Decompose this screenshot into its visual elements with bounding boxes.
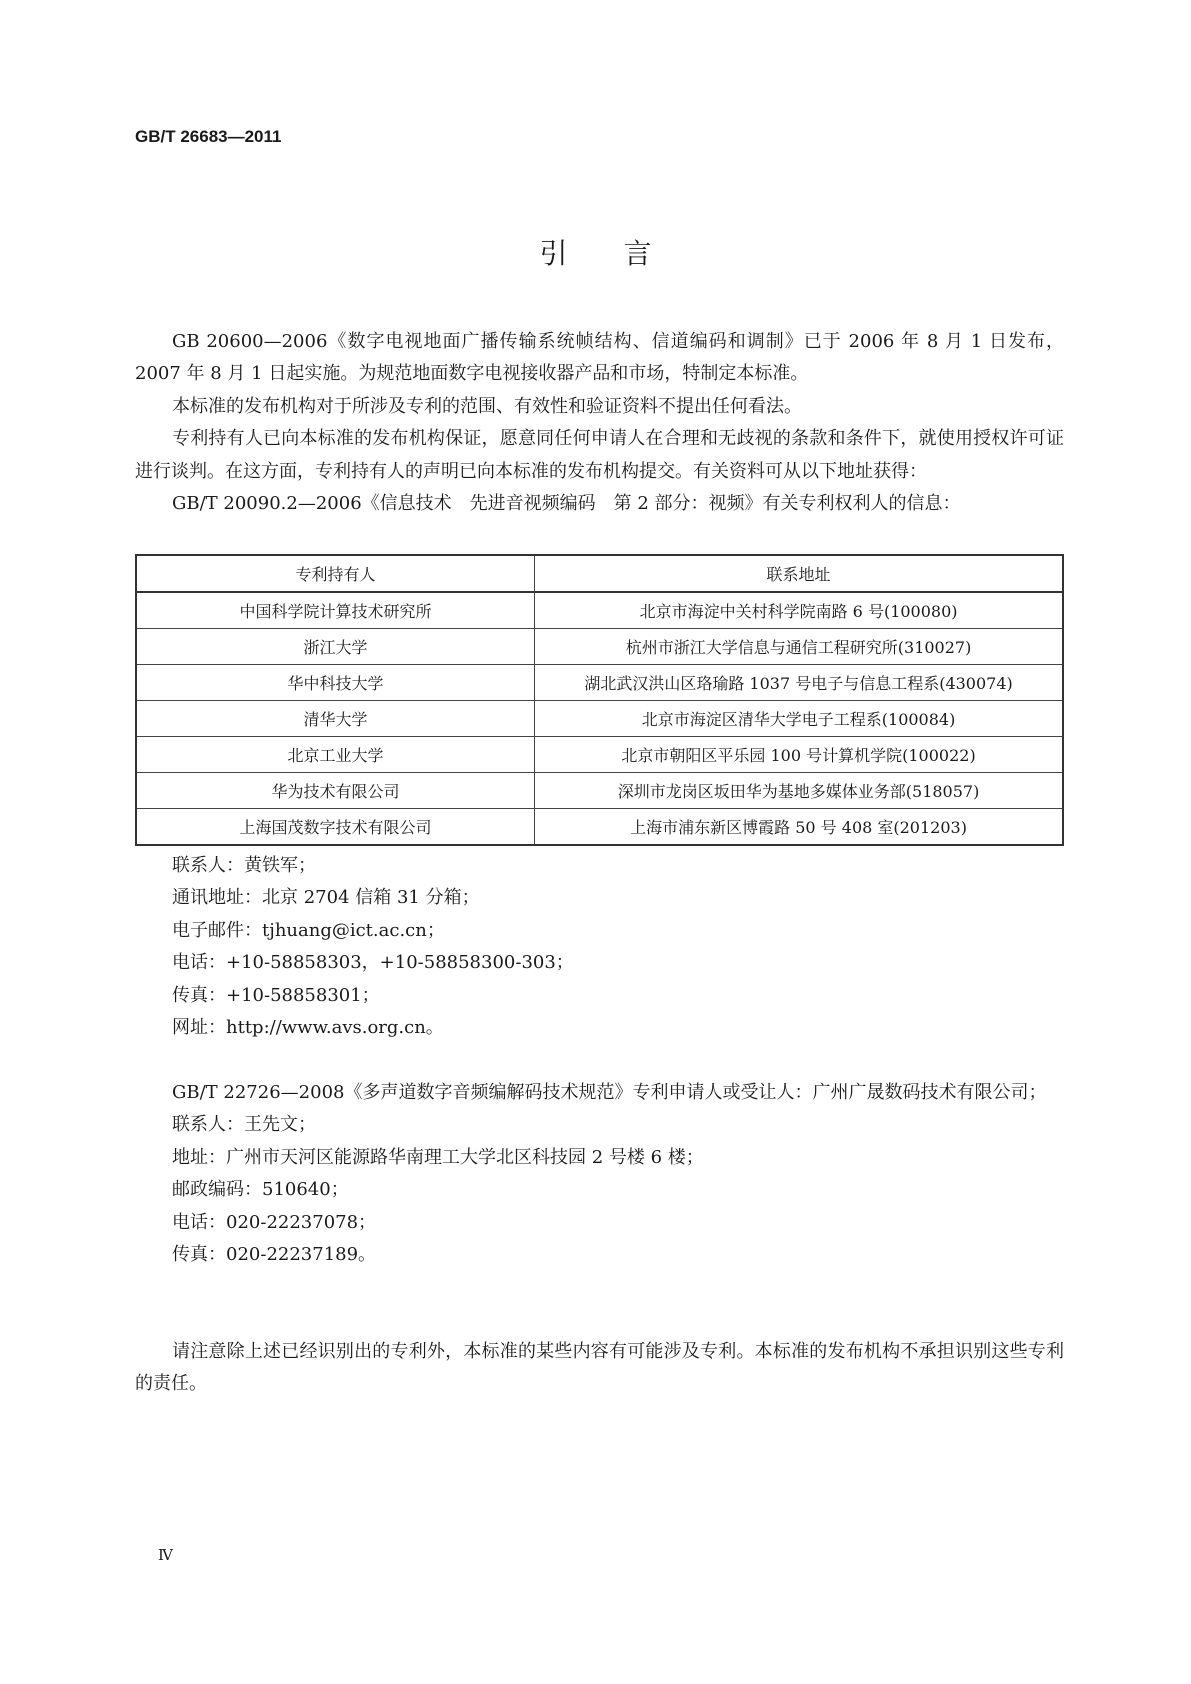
contact-line: 联系人：王先文； — [172, 1114, 316, 1136]
table-row — [136, 737, 1063, 773]
contact-line: 传真：020-22237189。 — [172, 1244, 377, 1266]
contact-line: 电子邮件：tjhuang@ict.ac.cn； — [172, 919, 445, 941]
closing-paragraph: 请注意除上述已经识别出的专利外，本标准的某些内容有可能涉及专利。本标准的发布机构不承担识别这些专利的责任。 — [135, 1341, 1064, 1395]
address-cell: 湖北武汉洪山区珞瑜路 1037 号电子与信息工程系(430074) — [535, 665, 1063, 701]
contact-line: 联系人：黄铁军； — [172, 855, 316, 876]
table-row — [136, 773, 1063, 809]
table-row — [136, 701, 1063, 737]
address-cell: 北京市海淀中关村科学院南路 6 号(100080) — [535, 592, 1063, 629]
table-row — [136, 629, 1063, 665]
table-row — [136, 809, 1063, 846]
table-row — [136, 592, 1063, 629]
holder-cell: 浙江大学 — [136, 629, 535, 665]
intro-paragraph: GB/T 20090.2—2006《信息技术 先进音视频编码 第 2 部分：视频》有关专利权利人的信息： — [172, 493, 961, 515]
second-patent-block — [135, 1077, 1064, 1271]
section-title: 引言 — [539, 237, 708, 270]
address-cell: 深圳市龙岗区坂田华为基地多媒体业务部(518057) — [535, 773, 1063, 809]
closing-block — [135, 1336, 1064, 1401]
column-header-holder: 专利持有人 — [136, 555, 535, 592]
document-id-header: GB/T 26683—2011 — [135, 127, 282, 146]
contact-line: 地址：广州市天河区能源路华南理工大学北区科技园 2 号楼 6 楼； — [172, 1146, 704, 1168]
holder-cell: 中国科学院计算技术研究所 — [136, 592, 535, 629]
contact-line: 邮政编码：510640； — [172, 1179, 349, 1201]
page-number: Ⅳ — [158, 1546, 173, 1564]
contact-line: 通讯地址：北京 2704 信箱 31 分箱； — [172, 887, 480, 909]
intro-section — [135, 326, 1064, 520]
table-row — [136, 665, 1063, 701]
table-header-row — [136, 555, 1063, 592]
patent-holders-table — [135, 554, 1064, 846]
holder-cell: 清华大学 — [136, 701, 535, 737]
column-header-address: 联系地址 — [535, 555, 1063, 592]
intro-paragraph: 本标准的发布机构对于所涉及专利的范围、有效性和验证资料不提出任何看法。 — [172, 395, 802, 417]
holder-cell: 上海国茂数字技术有限公司 — [136, 809, 535, 846]
contact-line: 电话：+10-58858303，+10-58858300-303； — [172, 952, 574, 974]
address-cell: 上海市浦东新区博霞路 50 号 408 室(201203) — [535, 809, 1063, 846]
address-cell: 杭州市浙江大学信息与通信工程研究所(310027) — [535, 629, 1063, 665]
contact-line: 网址：http://www.avs.org.cn。 — [172, 1017, 444, 1039]
intro-paragraph: GB 20600—2006《数字电视地面广播传输系统帧结构、信道编码和调制》已于 2006 年 8 月 1 日发布，2007 年 8 月 1 日起实施。为规范地面数字电视接收器产品和市场，特制定本标准。 — [135, 331, 1064, 385]
holder-cell: 华中科技大学 — [136, 665, 535, 701]
holder-cell: 华为技术有限公司 — [136, 773, 535, 809]
contact-block-1 — [135, 850, 1064, 1044]
contact-line: 传真：+10-58858301； — [172, 984, 380, 1006]
contact-line: 电话：020-22237078； — [172, 1211, 377, 1233]
intro-paragraph: 专利持有人已向本标准的发布机构保证，愿意同任何申请人在合理和无歧视的条款和条件下，就使用授权许可证进行谈判。在这方面，专利持有人的声明已向本标准的发布机构提交。有关资料可从以下地址获得： — [135, 428, 1064, 482]
address-cell: 北京市海淀区清华大学电子工程系(100084) — [535, 701, 1063, 737]
address-cell: 北京市朝阳区平乐园 100 号计算机学院(100022) — [535, 737, 1063, 773]
second-patent-paragraph: GB/T 22726—2008《多声道数字音频编解码技术规范》专利申请人或受让人：广州广晟数码技术有限公司； — [172, 1082, 1047, 1103]
holder-cell: 北京工业大学 — [136, 737, 535, 773]
